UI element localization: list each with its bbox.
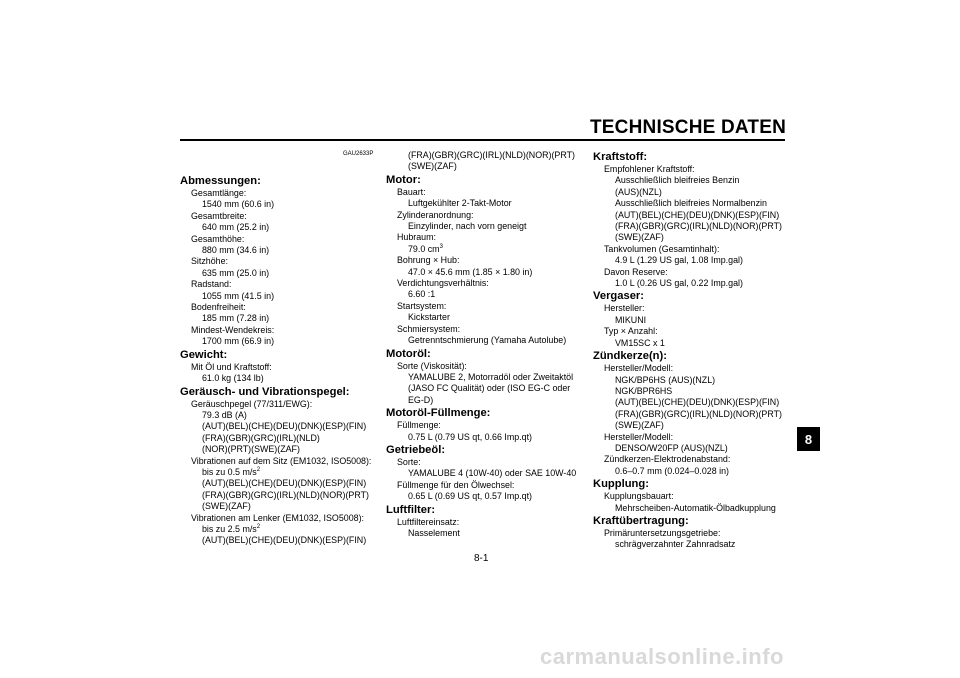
spec-value: [180, 467, 376, 478]
spec-label: Sorte:: [397, 456, 421, 467]
spec-value: 1540 mm (60.6 in): [202, 199, 275, 210]
spec-value: (SWE)(ZAF): [202, 501, 251, 512]
spec-value: (SWE)(ZAF): [615, 232, 664, 243]
spec-value: (AUT)(BEL)(CHE)(DEU)(DNK)(ESP)(FIN): [615, 209, 780, 220]
spec-label: Füllmenge:: [397, 420, 441, 431]
section-heading: Getriebeöl:: [386, 443, 446, 456]
spec-label: Hersteller/Modell:: [604, 363, 674, 374]
spec-value: 640 mm (25.2 in): [202, 222, 270, 233]
spec-value: [386, 244, 582, 255]
spec-label: Typ × Anzahl:: [604, 326, 658, 337]
spec-value: Getrenntschmierung (Yamaha Autolube): [408, 335, 567, 346]
section-heading: Geräusch- und Vibrationspegel:: [180, 385, 350, 398]
spec-value: Ausschließlich bleifreies Normalbenzin: [615, 198, 767, 209]
spec-value: NGK/BP6HS (AUS)(NZL): [615, 374, 716, 385]
spec-value: 0.65 L (0.69 US qt, 0.57 Imp.qt): [408, 491, 532, 502]
spec-value: (NOR)(PRT)(SWE)(ZAF): [202, 444, 300, 455]
spec-value: EG-D): [408, 394, 434, 405]
title-rule: [180, 139, 785, 141]
spec-value: Kickstarter: [408, 312, 450, 323]
section-heading: Kraftstoff:: [593, 151, 648, 163]
spec-label: Schmiersystem:: [397, 323, 461, 334]
section-heading: Motoröl-Füllmenge:: [386, 407, 491, 420]
spec-value: Mehrscheiben-Automatik-Ölbadkupplung: [615, 502, 776, 513]
spec-value: 6.60 :1: [408, 289, 436, 300]
spec-value: Nasselement: [408, 527, 460, 538]
spec-value: YAMALUBE 2, Motorradöl oder Zweitaktöl: [408, 371, 574, 382]
spec-label: Sitzhöhe:: [191, 256, 229, 267]
document-code: GAU2633P: [343, 151, 374, 157]
chapter-tab[interactable]: 8: [797, 427, 820, 451]
spec-label: Verdichtungsverhältnis:: [397, 278, 489, 289]
watermark: carmanualsonline.info: [540, 644, 784, 669]
superscript: 3: [439, 243, 443, 250]
spec-label: Primäruntersetzungsgetriebe:: [604, 527, 721, 538]
section-heading: Luftfilter:: [386, 503, 436, 516]
section-heading: Abmessungen:: [180, 175, 261, 187]
spec-label: Tankvolumen (Gesamtinhalt):: [604, 243, 720, 254]
spec-label: Empfohlener Kraftstoff:: [604, 164, 695, 174]
spec-label: Gesamtbreite:: [191, 210, 247, 221]
spec-value: 47.0 × 45.6 mm (1.85 × 1.80 in): [408, 266, 533, 277]
section-heading: Kupplung:: [593, 478, 649, 491]
spec-value: 635 mm (25.0 in): [202, 267, 270, 278]
spec-value-text: 79.0 cm: [408, 243, 440, 254]
spec-value: (AUT)(BEL)(CHE)(DEU)(DNK)(ESP)(FIN): [615, 397, 780, 408]
section-heading: Motoröl:: [386, 347, 431, 360]
spec-label: Radstand:: [191, 279, 232, 290]
spec-value: Luftgekühlter 2-Takt-Motor: [408, 198, 512, 209]
superscript: 2: [256, 524, 261, 530]
spec-label: Geräuschpegel (77/311/EWG):: [191, 398, 313, 409]
section-heading: Kraftübertragung:: [593, 514, 689, 527]
spec-value: (AUT)(BEL)(CHE)(DEU)(DNK)(ESP)(FIN): [202, 535, 367, 546]
spec-value-text: bis zu 0.5 m/s: [202, 466, 257, 477]
spec-value: 61.0 kg (134 lb): [202, 373, 264, 384]
spec-value: 4.9 L (1.29 US gal, 1.08 Imp.gal): [615, 255, 743, 266]
spec-label: Startsystem:: [397, 300, 447, 311]
spec-value: Einzylinder, nach vorn geneigt: [408, 221, 527, 232]
spec-value: (FRA)(GBR)(GRC)(IRL)(NLD)(NOR)(PRT): [408, 150, 575, 160]
spec-label: Mit Öl und Kraftstoff:: [191, 361, 272, 372]
spec-value: (AUT)(BEL)(CHE)(DEU)(DNK)(ESP)(FIN): [202, 421, 367, 432]
spec-value: 0.6–0.7 mm (0.024–0.028 in): [615, 465, 729, 476]
spec-value: (FRA)(GBR)(GRC)(IRL)(NLD)(NOR)(PRT): [615, 221, 782, 232]
section-heading: Zündkerze(n):: [593, 350, 667, 363]
column-2: [386, 150, 582, 539]
spec-value: 1.0 L (0.26 US gal, 0.22 Imp.gal): [615, 278, 743, 289]
page-number: 8-1: [474, 553, 489, 564]
spec-value: 1055 mm (41.5 in): [202, 290, 275, 301]
spec-label: Zylinderanordnung:: [397, 209, 474, 220]
spec-value: Ausschließlich bleifreies Benzin: [615, 175, 740, 186]
spec-value: 79.3 dB (A): [202, 409, 247, 420]
spec-label: Zündkerzen-Elektrodenabstand:: [604, 454, 731, 465]
spec-label: Gesamtlänge:: [191, 188, 247, 198]
spec-value: MIKUNI: [615, 314, 647, 325]
spec-value: 880 mm (34.6 in): [202, 245, 270, 256]
spec-label: Bodenfreiheit:: [191, 302, 246, 313]
spec-value: (FRA)(GBR)(GRC)(IRL)(NLD): [202, 432, 320, 443]
spec-label: Luftfiltereinsatz:: [397, 516, 460, 527]
spec-value: schrägverzahnter Zahnradsatz: [615, 539, 736, 550]
spec-label: Bohrung × Hub:: [397, 255, 460, 266]
spec-value: (JASO FC Qualität) oder (ISO EG-C oder: [408, 383, 571, 394]
spec-value: (SWE)(ZAF): [408, 161, 457, 172]
spec-label: Kupplungsbauart:: [604, 491, 674, 502]
spec-label: Sorte (Viskosität):: [397, 360, 467, 371]
spec-value: (SWE)(ZAF): [615, 420, 664, 431]
section-heading: Motor:: [386, 173, 421, 186]
spec-label: Vibrationen auf dem Sitz (EM1032, ISO5008):: [191, 455, 372, 466]
spec-value: 185 mm (7.28 in): [202, 313, 270, 324]
spec-label: Gesamthöhe:: [191, 233, 245, 244]
spec-value: [180, 524, 376, 535]
spec-value: 1700 mm (66.9 in): [202, 336, 275, 347]
spec-label: Bauart:: [397, 186, 426, 197]
section-heading: Gewicht:: [180, 348, 228, 361]
spec-value: 0.75 L (0.79 US qt, 0.66 Imp.qt): [408, 431, 532, 442]
spec-label: Davon Reserve:: [604, 266, 668, 277]
spec-value: VM15SC x 1: [615, 337, 665, 348]
superscript: 2: [256, 466, 261, 473]
section-heading: Vergaser:: [593, 290, 644, 303]
spec-value-text: bis zu 2.5 m/s: [202, 523, 257, 534]
column-3: [593, 150, 789, 551]
spec-label: Hersteller/Modell:: [604, 431, 674, 442]
spec-label: Hubraum:: [397, 232, 436, 243]
spec-label: Hersteller:: [604, 303, 645, 314]
spec-label: Mindest-Wendekreis:: [191, 324, 275, 335]
column-1: [180, 174, 376, 547]
spec-value: (AUT)(BEL)(CHE)(DEU)(DNK)(ESP)(FIN): [202, 478, 367, 489]
spec-label: Vibrationen am Lenker (EM1032, ISO5008):: [191, 512, 364, 523]
spec-value: YAMALUBE 4 (10W-40) oder SAE 10W-40: [408, 468, 577, 479]
spec-value: (FRA)(GBR)(GRC)(IRL)(NLD)(NOR)(PRT): [615, 408, 782, 419]
spec-value: (FRA)(GBR)(GRC)(IRL)(NLD)(NOR)(PRT): [202, 489, 369, 500]
spec-value: DENSO/W20FP (AUS)(NZL): [615, 442, 728, 453]
spec-value: NGK/BPR6HS: [615, 385, 673, 396]
spec-label: Füllmenge für den Ölwechsel:: [397, 479, 515, 490]
page-title: TECHNISCHE DATEN: [590, 117, 787, 138]
spec-value: (AUS)(NZL): [615, 186, 662, 197]
